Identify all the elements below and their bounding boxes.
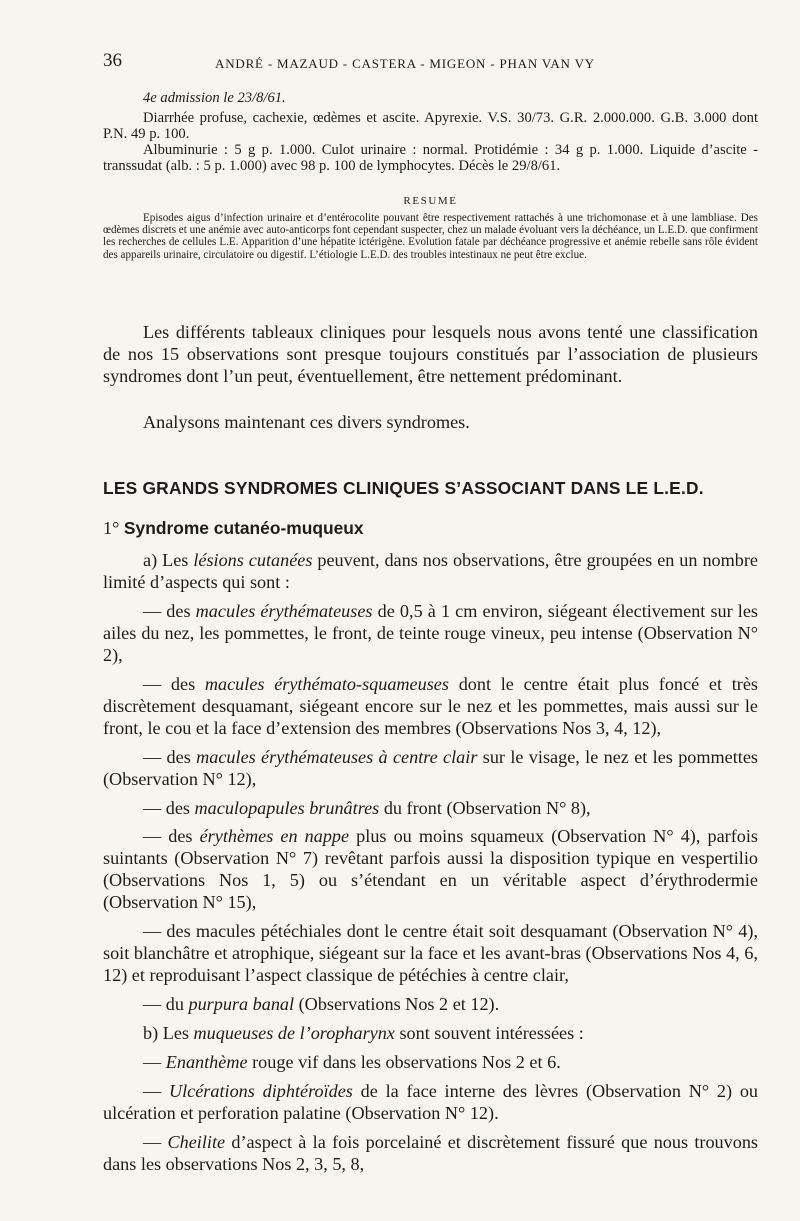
list-item: — des macules érythémato-squameuses dont le centre était plus foncé et très discrètement desquamant, siégeant encore sur le nez et les pommettes, mais aussi sur le front, le cou et la face d’extension des membres (Observations Nos 3, 4, 12),	[103, 674, 758, 738]
list-item: b) Les muqueuses de l’oropharynx sont souvent intéressées :	[143, 1023, 584, 1043]
subsection-title: Syndrome cutanéo-muqueux	[123, 518, 364, 538]
running-title: ANDRÉ - MAZAUD - CASTERA - MIGEON - PHAN VAN VY	[215, 56, 595, 71]
case-report	[103, 90, 758, 174]
resume-block	[103, 212, 758, 261]
list-item: — des maculopapules brunâtres du front (Observation N° 8),	[143, 798, 591, 818]
analyse-paragraph	[103, 411, 758, 433]
lesions-list	[103, 549, 758, 1182]
resume-text: Episodes aigus d’infection urinaire et d’entérocolite pouvant être respectivement rattachés à une trichomonase et à une lambliase. Des œdèmes discrets et une anémie avec auto-anticorps font cependant suspecter, chez un malade évoluant vers la déchéance, un L.E.D. que confirment les recherches de cellules L.E. Apparition d’une hépatite ictérigène. Evolution fatale par déchéance progressive et anémie rebelle sans rôle évident des appareils urinaire, circulatoire ou digestif. L’étiologie L.E.D. des troubles intestinaux ne peut être exclue.	[103, 212, 758, 261]
list-item: — des érythèmes en nappe plus ou moins squameux (Observation N° 4), parfois suintants (Observation N° 7) revêtant parfois aussi la disposition typique en vespertilio (Observations Nos 1, 5) ou s’étendant en un véritable aspect d’érythrodermie (Observation N° 15),	[103, 826, 758, 912]
list-item: a) Les lésions cutanées peuvent, dans nos observations, être groupées en un nombre limité d’aspects qui sont :	[103, 550, 759, 592]
list-item: — des macules érythémateuses à centre clair sur le visage, le nez et les pommettes (Observation N° 12),	[103, 747, 759, 789]
case-paragraph: Diarrhée profuse, cachexie, œdèmes et ascite. Apyrexie. V.S. 30/73. G.R. 2.000.000. G.B. 3.000 dont P.N. 49 p. 100.	[103, 110, 758, 142]
list-item: — du purpura banal (Observations Nos 2 et 12).	[143, 994, 500, 1014]
case-paragraph: Albuminurie : 5 g p. 1.000. Culot urinaire : normal. Protidémie : 34 g p. 1.000. Liquide d’ascite - transsudat (alb. : 5 p. 1.000) avec 98 p. 100 de lymphocytes. Décès le 29/8/61.	[103, 142, 758, 174]
list-item: — Ulcérations diphtéroïdes de la face interne des lèvres (Observation N° 2) ou ulcération et perforation palatine (Observation N° 12).	[103, 1081, 759, 1123]
list-item: — Enanthème rouge vif dans les observations Nos 2 et 6.	[143, 1052, 561, 1072]
page-number: 36	[103, 50, 122, 71]
section-heading: LES GRANDS SYNDROMES CLINIQUES S’ASSOCIANT DANS LE L.E.D.	[103, 478, 704, 498]
list-item: — des macules érythémateuses de 0,5 à 1 cm environ, siégeant électivement sur les ailes du nez, les pommettes, le front, de teinte rouge vineux, peu intense (Observation N° 2),	[103, 601, 759, 665]
list-item: — des macules pétéchiales dont le centre était soit desquamant (Observation N° 4), soit blanchâtre et atrophique, siégeant sur la face et les avant-bras (Observations Nos 4, 6, 12) et reproduisant l’aspect classique de pétéchies à centre clair,	[103, 921, 758, 985]
subsection-heading	[103, 518, 364, 539]
list-item: — Cheilite d’aspect à la fois porcelainé et discrètement fissuré que nous trouvons dans les observations Nos 2, 3, 5, 8,	[103, 1132, 759, 1174]
subsection-number: 1°	[103, 518, 120, 538]
intro-text: Les différents tableaux cliniques pour lesquels nous avons tenté une classification de nos 15 observations sont presque toujours constitués par l’association de plusieurs syndromes dont l’un peut, éventuellement, être nettement prédominant.	[103, 322, 758, 386]
admission-line: 4e admission le 23/8/61.	[143, 90, 286, 106]
resume-title: RESUME	[403, 195, 458, 207]
intro-paragraph	[103, 321, 758, 387]
analyse-text: Analysons maintenant ces divers syndromes.	[143, 412, 470, 432]
